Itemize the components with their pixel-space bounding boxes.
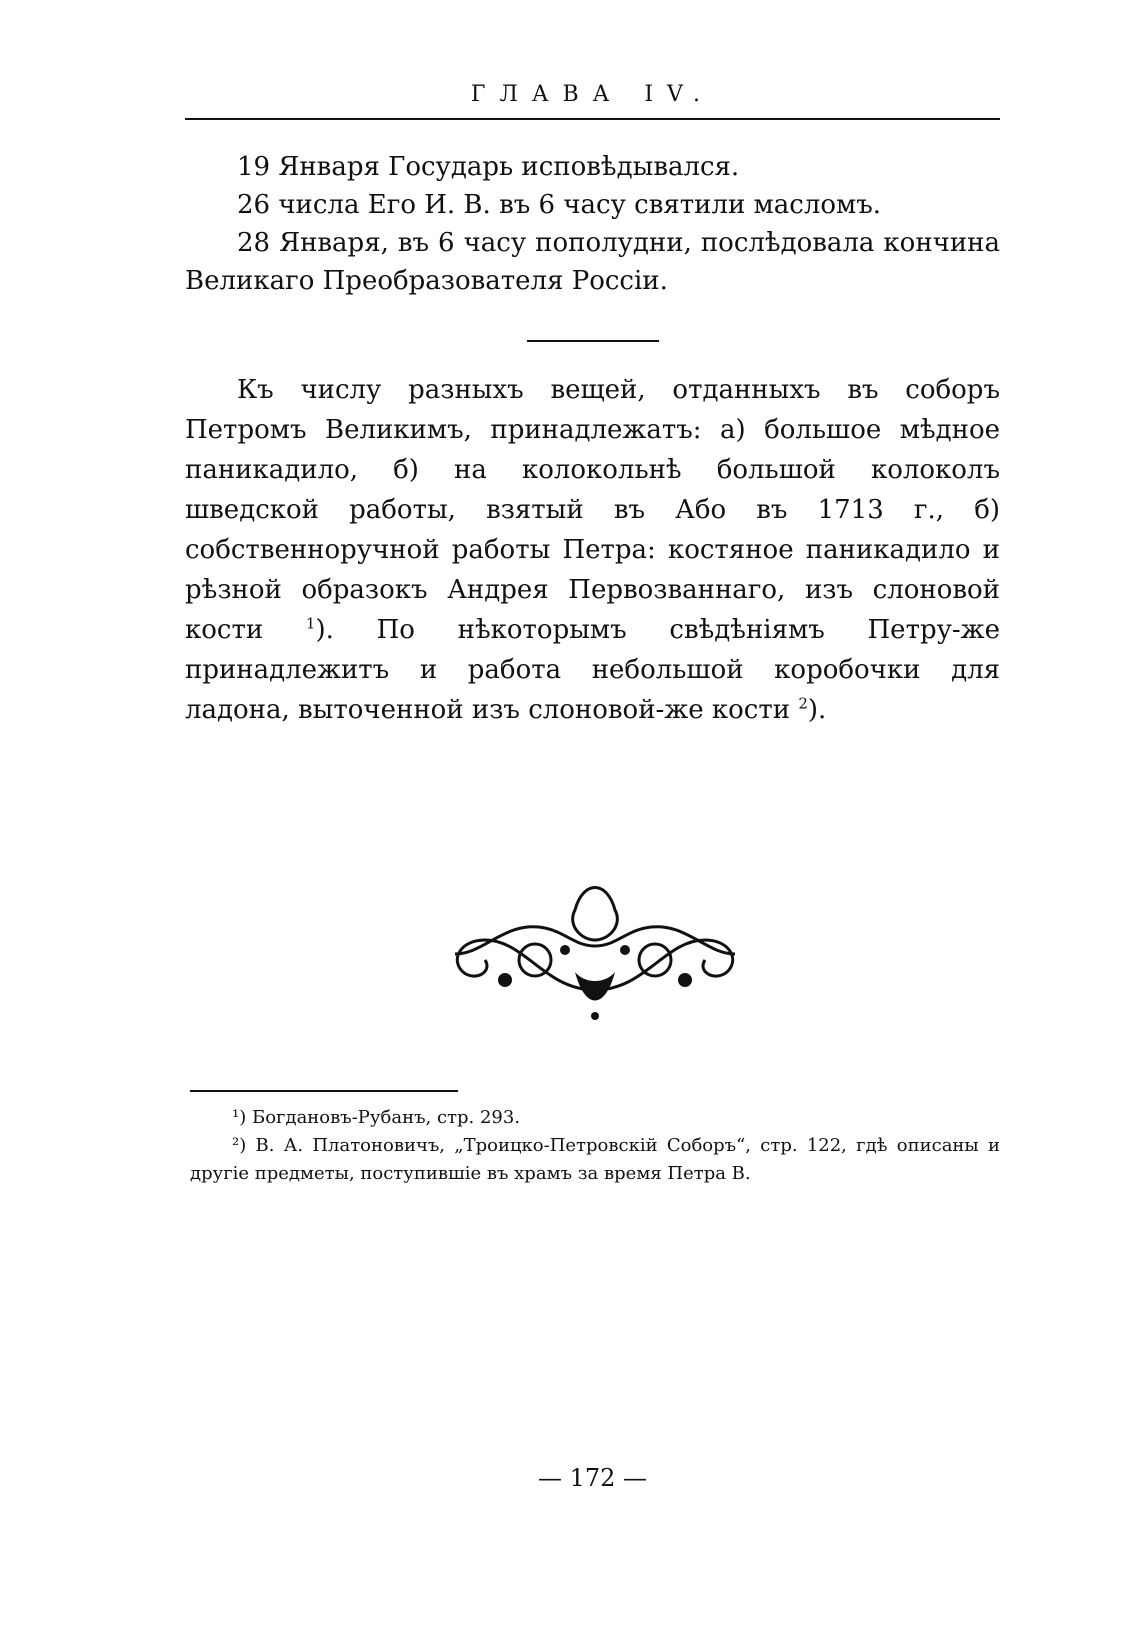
footnote-2-text: В. А. Платоновичъ, „Троицко-Петровскій Соборъ“, стр. 122, гдѣ описаны и другіе предметы, поступившіе въ храмъ за время Петра В. xyxy=(190,1135,1000,1184)
chapter-header: ГЛАВА IV. xyxy=(470,82,715,107)
section-items-paragraph xyxy=(185,370,1000,730)
paragraph-part-3: ). xyxy=(807,695,827,725)
header-rule xyxy=(185,118,1000,120)
footnote-ref-1[interactable]: 1 xyxy=(305,614,316,633)
paragraph-part-1: Къ числу разныхъ вещей, отданныхъ въ соборъ Петромъ Великимъ, принадлежатъ: а) большое мѣдное паникадило, б) на колокольнѣ большой колоколъ шведской работы, взятый въ Або въ 1713 г., б) собственноручной работы Петра: костяное паникадило и рѣзной образокъ Андрея Первозваннаго, изъ слоновой кости xyxy=(185,375,1000,645)
footnote-ref-2[interactable]: 2 xyxy=(798,694,808,713)
text-line-1: 19 Января Государь исповѣдывался. xyxy=(237,152,740,182)
footnote-1-marker: ¹) xyxy=(232,1107,247,1128)
footnotes xyxy=(190,1104,1000,1188)
section-divider xyxy=(527,340,659,342)
text-line-2: 26 числа Его И. В. въ 6 часу святили масломъ. xyxy=(237,190,882,220)
footnote-2-marker: ²) xyxy=(232,1135,247,1156)
footnote-1 xyxy=(190,1104,1000,1132)
text-line-3: 28 Января, въ 6 часу пополудни, послѣдовала кончина Великаго Преобразователя Россіи. xyxy=(185,228,1000,296)
section-dates xyxy=(185,148,1000,300)
footnote-1-text: Богдановъ-Рубанъ, стр. 293. xyxy=(251,1107,521,1128)
ornament-vignette-icon xyxy=(425,880,765,1020)
paragraph-part-2: ). По нѣкоторымъ свѣдѣніямъ Петру-же принадлежитъ и работа небольшой коробочки для ладона, выточенной изъ слоновой-же кости xyxy=(185,615,1000,725)
page-number: — 172 — xyxy=(537,1464,648,1492)
footnote-rule xyxy=(190,1090,458,1092)
footnote-2 xyxy=(190,1132,1000,1188)
